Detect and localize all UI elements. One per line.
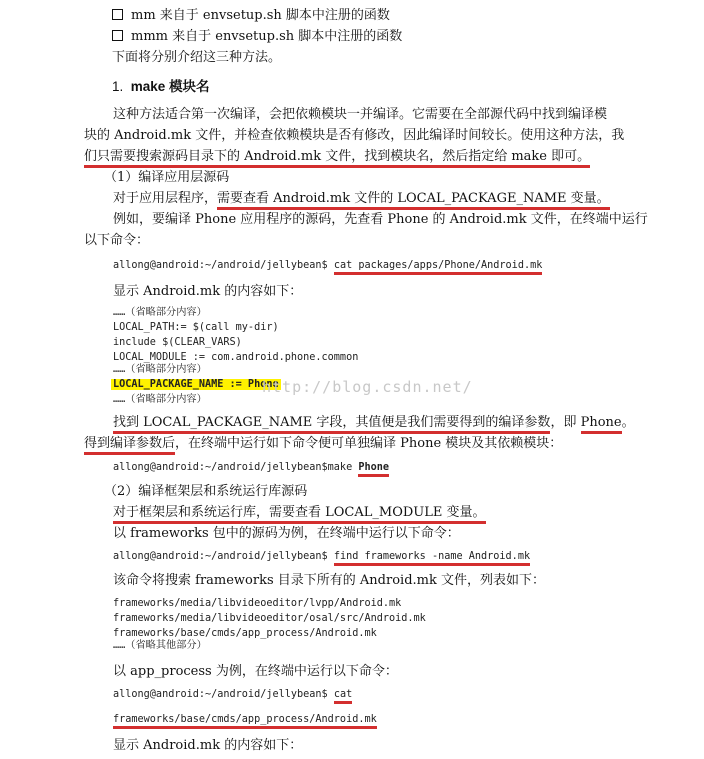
watermark-text: http://blog.csdn.net/ [262, 378, 473, 396]
bullet-text: mmm 来自于 envsetup.sh 脚本中注册的函数 [131, 29, 403, 44]
sub2-line1 [113, 505, 486, 521]
sub1-heading: （1）编译应用层源码 [104, 170, 230, 185]
section-number: 1. [112, 79, 124, 94]
sub1-line2: 例如，要编译 Phone 应用程序的源码，先查看 Phone 的 Android.mk 文件，在终端中运行 [113, 212, 648, 227]
highlighted-code: LOCAL_PACKAGE_NAME := Phone [113, 379, 279, 390]
para1-line3 [84, 149, 590, 165]
terminal-command [113, 551, 530, 563]
shell-prompt: allong@android:~/android/jellybean$ [113, 689, 334, 700]
terminal-command [113, 689, 352, 701]
bullet-item [112, 8, 390, 24]
terminal-command [113, 462, 389, 474]
intro-text: 下面将分别介绍这三种方法。 [112, 50, 282, 65]
checkbox-icon [112, 9, 123, 20]
underlined-text: 只需要搜索源码目录下的 Android.mk 文件，找到模块名，然后指定给 make 即可。 [97, 149, 590, 168]
show-content-text: 显示 Android.mk 的内容如下： [113, 284, 303, 299]
terminal-command [113, 260, 542, 272]
command-text: find frameworks -name Android.mk [334, 551, 530, 566]
shell-prompt: allong@android:~/android/jellybean$ [113, 551, 334, 562]
show-content-text: 显示 Android.mk 的内容如下： [113, 738, 303, 753]
code-line: include $(CLEAR_VARS) [113, 337, 242, 348]
code-line: ……（省略部分内容） [113, 364, 207, 375]
underlined-text: 找到 LOCAL_PACKAGE_NAME 字段，其值便是我们需要得到的编译参数 [113, 415, 550, 434]
file-list-item: frameworks/media/libvideoeditor/osal/src/Android.mk [113, 613, 426, 624]
underlined-text: 们 [84, 149, 97, 168]
underlined-text: 对于框架层和系统运行库，需要查看 LOCAL_MODULE 变量。 [113, 505, 486, 524]
para1-line2: 块的 Android.mk 文件，并检查依赖模块是否有修改，因此编译时间较长。使用这种方法，我 [84, 128, 625, 143]
code-line-highlighted [111, 379, 281, 391]
para1-line1: 这种方法适合第一次编译，会把依赖模块一并编译。它需要在全部源代码中找到编译模 [113, 107, 608, 122]
shell-prompt: allong@android:~/android/jellybean$ [113, 260, 334, 271]
command-text: cat packages/apps/Phone/Android.mk [334, 260, 543, 275]
underlined-text: Phone [581, 415, 622, 434]
get-param-line [84, 436, 562, 452]
bullet-item [112, 29, 402, 45]
underlined-text: 得到编译参数后 [84, 436, 175, 455]
sub2-heading: （2）编译框架层和系统运行库源码 [104, 484, 308, 499]
sub1-line3: 以下命令： [84, 233, 150, 248]
file-list-item: frameworks/base/cmds/app_process/Android.mk [113, 628, 377, 639]
text: ，即 [550, 415, 581, 430]
shell-prompt: allong@android:~/android/jellybean$make [113, 462, 359, 473]
bullet-text: mm 来自于 envsetup.sh 脚本中注册的函数 [131, 8, 390, 23]
code-line: ……（省略部分内容） [113, 307, 207, 318]
code-line: LOCAL_PATH:= $(call my-dir) [113, 322, 279, 333]
section-heading [112, 79, 210, 95]
code-line: ……（省略部分内容） [113, 394, 207, 405]
section-title: make 模块名 [130, 79, 210, 94]
file-list-item: frameworks/media/libvideoeditor/lvpp/Android.mk [113, 598, 402, 609]
text: 对于应用层程序， [113, 191, 218, 206]
command-text: cat [334, 689, 352, 704]
command-text: frameworks/base/cmds/app_process/Android.mk [113, 714, 377, 729]
underlined-text: 需要查看 Android.mk 文件的 LOCAL_PACKAGE_NAME 变量。 [217, 191, 610, 210]
command-text: Phone [358, 462, 389, 477]
sub2-line2: 以 frameworks 包中的源码为例，在终端中运行以下命令： [113, 526, 460, 541]
checkbox-icon [112, 30, 123, 41]
code-line: LOCAL_MODULE := com.android.phone.common [113, 352, 359, 363]
sub2-line4: 以 app_process 为例，在终端中运行以下命令： [113, 664, 398, 679]
sub2-line3: 该命令将搜索 frameworks 目录下所有的 Android.mk 文件，列表如下： [113, 573, 545, 588]
text: 。 [621, 415, 635, 430]
code-line: ……（省略其他部分） [113, 640, 207, 651]
sub1-line1 [113, 191, 610, 207]
found-line [113, 415, 635, 431]
terminal-command-continued [113, 714, 377, 726]
text: ，在终端中运行如下命令便可单独编译 Phone 模块及其依赖模块： [175, 436, 563, 451]
